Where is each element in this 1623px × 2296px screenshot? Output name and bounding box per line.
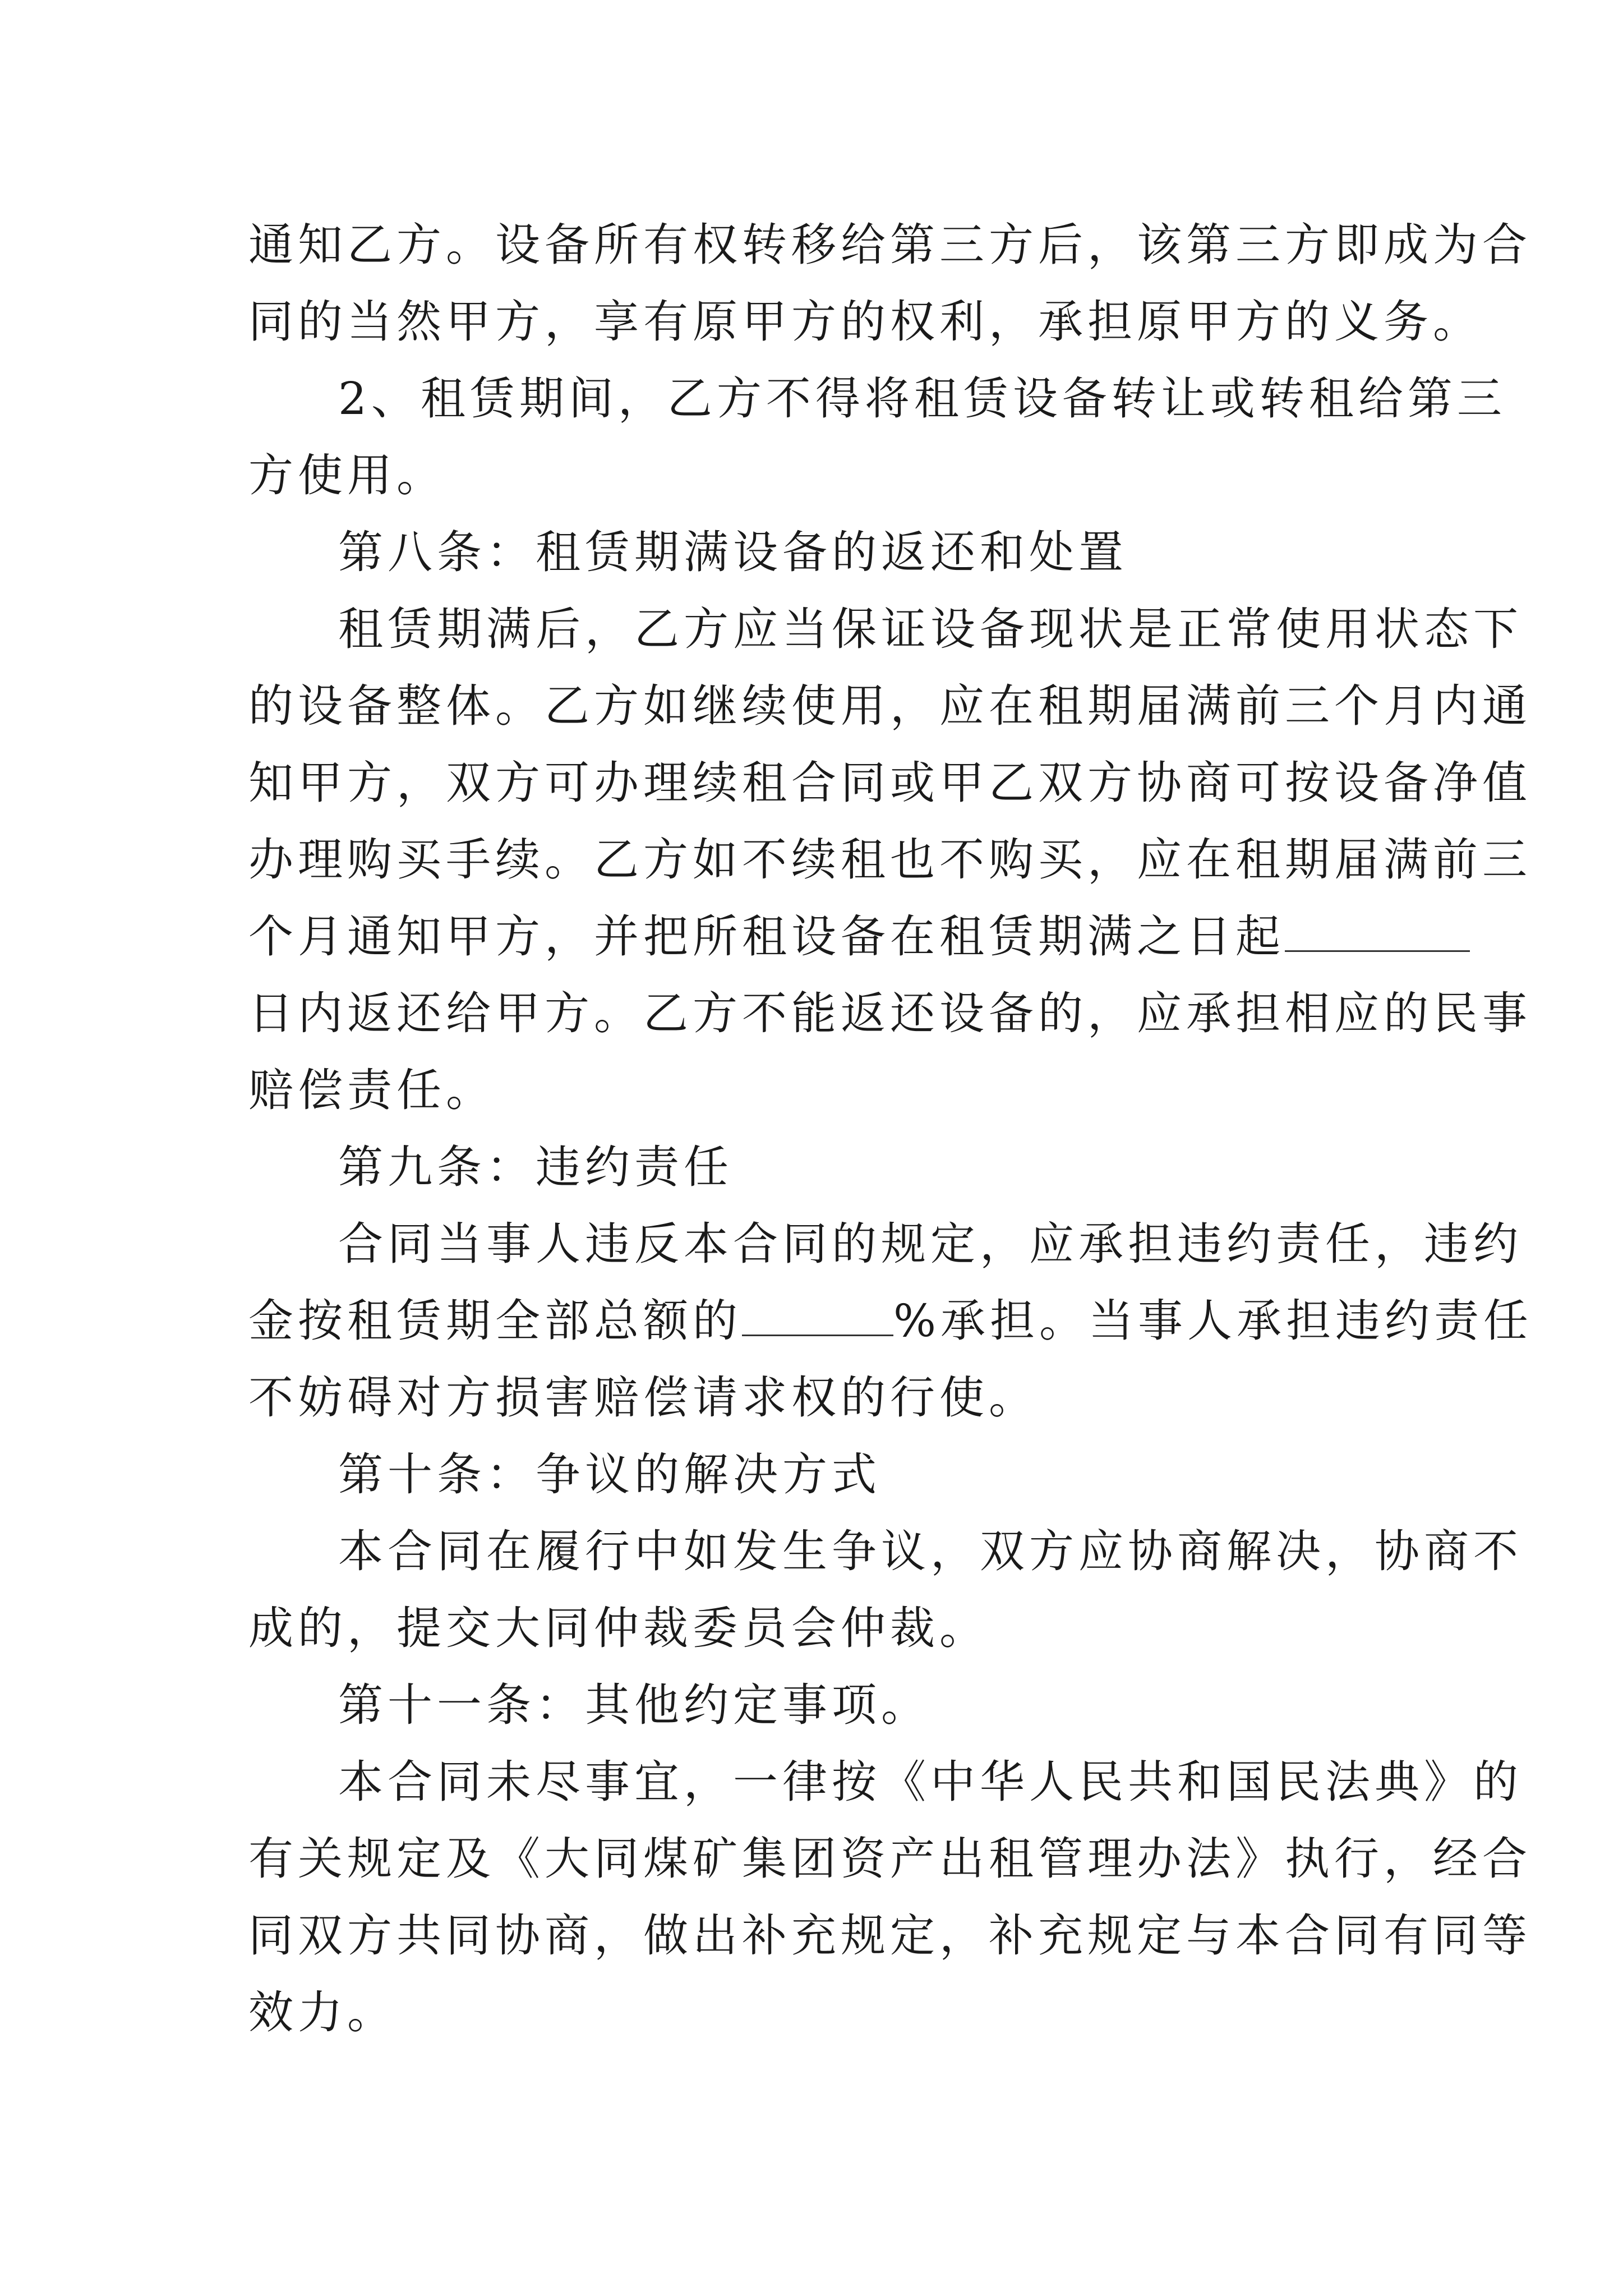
article-10-heading: 第十条：争议的解决方式 [338, 1448, 881, 1501]
percentage-blank-field[interactable] [742, 1286, 893, 1336]
paragraph-line: 知甲方，双方可办理续租合同或甲乙双方协商可按设备净值 [248, 757, 1532, 809]
paragraph-line: 的设备整体。乙方如继续使用，应在租期届满前三个月内通 [248, 680, 1532, 732]
paragraph-line: 2、租赁期间，乙方不得将租赁设备转让或转租给第三 [338, 372, 1506, 425]
article-8-heading: 第八条：租赁期满设备的返还和处置 [338, 526, 1128, 578]
paragraph-line: 方使用。 [248, 449, 446, 501]
paragraph-line: 不妨碍对方损害赔偿请求权的行使。 [248, 1372, 1038, 1424]
paragraph-line: 同双方共同协商，做出补充规定，补充规定与本合同有同等 [248, 1910, 1532, 1962]
paragraph-line: 合同当事人违反本合同的规定，应承担违约责任，违约 [338, 1218, 1523, 1270]
paragraph-line: 同的当然甲方，享有原甲方的权利，承担原甲方的义务。 [248, 296, 1482, 348]
paragraph-line: 通知乙方。设备所有权转移给第三方后，该第三方即成为合 [248, 219, 1532, 271]
days-blank-field[interactable] [1285, 902, 1470, 952]
paragraph-line: 本合同在履行中如发生争议，双方应协商解决，协商不 [338, 1525, 1523, 1577]
paragraph-line: 有关规定及《大同煤矿集团资产出租管理办法》执行，经合 [248, 1833, 1532, 1885]
paragraph-line [248, 1282, 1533, 1359]
paragraph-line: 租赁期满后，乙方应当保证设备现状是正常使用状态下 [338, 603, 1523, 655]
article-11-heading: 第十一条：其他约定事项。 [338, 1679, 930, 1731]
contract-body [248, 206, 1533, 2051]
paragraph-line: 效力。 [248, 1986, 396, 2039]
article-9-heading: 第九条：违约责任 [338, 1141, 733, 1193]
paragraph-line: 日内返还给甲方。乙方不能返还设备的，应承担相应的民事 [248, 987, 1532, 1039]
paragraph-line: 本合同未尽事宜，一律按《中华人民共和国民法典》的 [338, 1756, 1523, 1808]
paragraph-line: 办理购买手续。乙方如不续租也不购买，应在租期届满前三 [248, 834, 1532, 886]
paragraph-text: 金按租赁期全部总额的 [248, 1295, 742, 1347]
paragraph-line [248, 898, 1387, 975]
paragraph-line: 赔偿责任。 [248, 1064, 495, 1116]
paragraph-text: %承担。当事人承担违约责任 [893, 1295, 1533, 1347]
paragraph-line: 成的，提交大同仲裁委员会仲裁。 [248, 1602, 989, 1654]
paragraph-text: 个月通知甲方，并把所租设备在租赁期满之日起 [248, 910, 1285, 963]
